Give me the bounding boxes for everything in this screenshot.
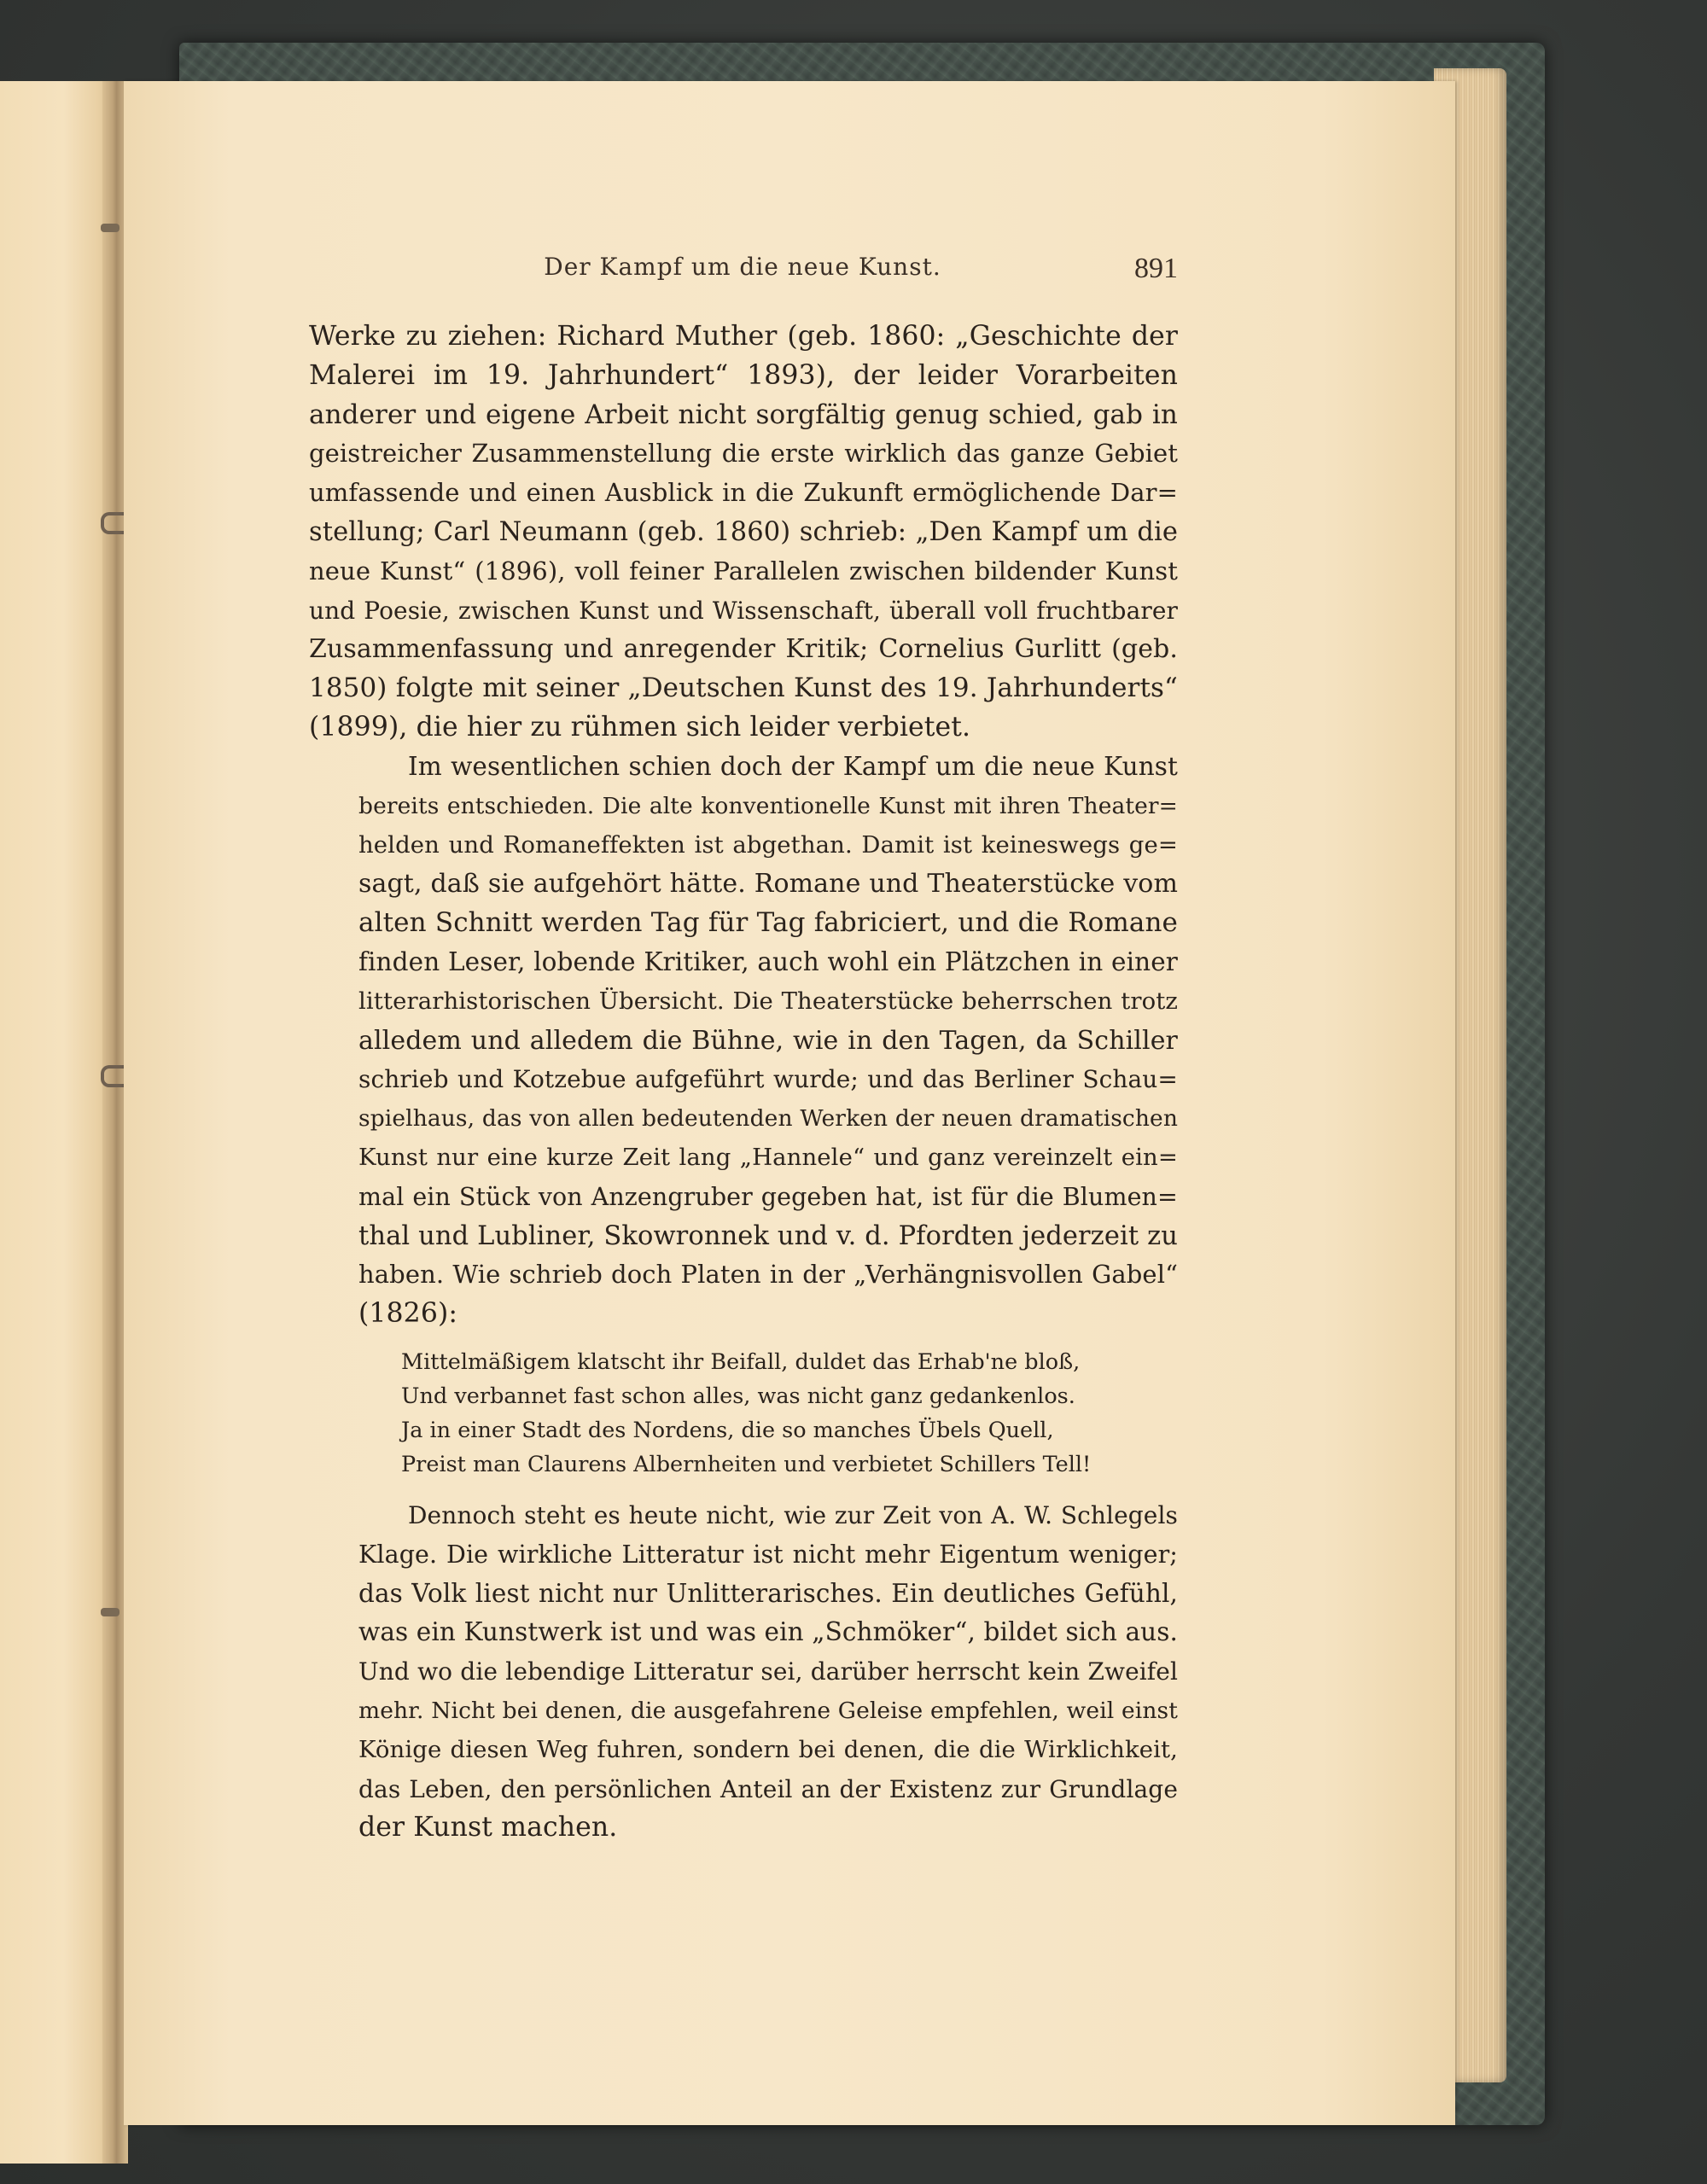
text-line: spielhaus, das von allen bedeutenden Werken der neuen dramatischen xyxy=(358,1105,1178,1133)
text-line: Klage. Die wirkliche Litteratur ist nicht mehr Eigentum weniger; xyxy=(358,1540,1178,1569)
text-line: (1826): xyxy=(358,1298,458,1330)
verse-line: Und verbannet fast schon alles, was nicht ganz gedankenlos. xyxy=(401,1383,1075,1409)
text-line: thal und Lubliner, Skowronnek und v. d. Pfordten jederzeit zu xyxy=(358,1220,1178,1251)
text-line: Könige diesen Weg fuhren, sondern bei denen, die die Wirklichkeit, xyxy=(358,1735,1178,1763)
paragraph-1 xyxy=(309,317,1178,748)
text-line: haben. Wie schrieb doch Platen in der „Verhängnisvollen Gabel“ xyxy=(358,1260,1178,1290)
page-number: 891 xyxy=(1134,253,1178,284)
text-line: (1899), die hier zu rühmen sich leider verbietet. xyxy=(309,711,971,743)
text-line: Im wesentlichen schien doch der Kampf um die neue Kunst xyxy=(408,752,1178,781)
paragraph-3 xyxy=(309,1496,1178,1848)
text-line: 1850) folgte mit seiner „Deutschen Kunst des 19. Jahrhunderts“ xyxy=(309,673,1178,704)
running-head: Der Kampf um die neue Kunst. xyxy=(544,253,941,281)
text-line: litterarhistorischen Übersicht. Die Theaterstücke beherrschen trotz xyxy=(358,987,1178,1015)
text-line: Dennoch steht es heute nicht, wie zur Zeit von A. W. Schlegels xyxy=(408,1501,1178,1529)
text-line: der Kunst machen. xyxy=(358,1812,618,1843)
text-line: das Leben, den persönlichen Anteil an der Existenz zur Grundlage xyxy=(358,1774,1178,1803)
text-line: stellung; Carl Neumann (geb. 1860) schrieb: „Den Kampf um die xyxy=(309,516,1178,547)
verse-quote xyxy=(401,1345,1169,1482)
text-line: und Poesie, zwischen Kunst und Wissenschaft, überall voll fruchtbarer xyxy=(309,596,1178,625)
verse-line: Ja in einer Stadt des Nordens, die so manches Übels Quell, xyxy=(401,1418,1054,1443)
text-line: was ein Kunstwerk ist und was ein „Schmöker“, bildet sich aus. xyxy=(358,1617,1178,1647)
text-line: helden und Romaneffekten ist abgethan. Damit ist keineswegs ge= xyxy=(358,830,1178,859)
text-line: Kunst nur eine kurze Zeit lang „Hannele“ und ganz vereinzelt ein= xyxy=(358,1143,1178,1171)
text-line: alten Schnitt werden Tag für Tag fabriciert, und die Romane xyxy=(358,907,1178,939)
text-line: finden Leser, lobende Kritiker, auch wohl ein Plätzchen in einer xyxy=(358,946,1178,976)
text-line: mehr. Nicht bei denen, die ausgefahrene Geleise empfehlen, weil einst xyxy=(358,1697,1178,1724)
text-line: Und wo die lebendige Litteratur sei, darüber herrscht kein Zweifel xyxy=(358,1657,1178,1686)
text-line: sagt, daß sie aufgehört hätte. Romane und Theaterstücke vom xyxy=(358,869,1178,900)
text-line: das Volk liest nicht nur Unlitterarisches. Ein deutliches Gefühl, xyxy=(358,1578,1178,1608)
text-line: mal ein Stück von Anzengruber gegeben hat, ist für die Blumen= xyxy=(358,1182,1178,1211)
text-line: neue Kunst“ (1896), voll feiner Parallelen zwischen bildender Kunst xyxy=(309,556,1178,585)
paragraph-2 xyxy=(309,748,1178,1334)
text-line: umfassende und einen Ausblick in die Zukunft ermöglichende Dar= xyxy=(309,478,1178,508)
text-line: Zusammenfassung und anregender Kritik; Cornelius Gurlitt (geb. xyxy=(309,634,1178,665)
previous-page-edge xyxy=(0,81,115,2164)
text-line: geistreicher Zusammenstellung die erste wirklich das ganze Gebiet xyxy=(309,439,1178,469)
binding-stitch xyxy=(101,1608,119,1616)
verse-line: Mittelmäßigem klatscht ihr Beifall, duldet das Erhab'ne bloß, xyxy=(401,1349,1081,1375)
binding-stitch xyxy=(101,224,119,232)
text-line: anderer und eigene Arbeit nicht sorgfältig genug schied, gab in xyxy=(309,399,1178,430)
text-line: Malerei im 19. Jahrhundert“ 1893), der leider Vorarbeiten xyxy=(309,359,1178,391)
text-line: bereits entschieden. Die alte konventionelle Kunst mit ihren Theater= xyxy=(358,792,1178,819)
verse-line: Preist man Claurens Albernheiten und verbietet Schillers Tell! xyxy=(401,1452,1092,1477)
text-line: Werke zu ziehen: Richard Muther (geb. 1860: „Geschichte der xyxy=(309,321,1178,352)
text-line: alledem und alledem die Bühne, wie in den Tagen, da Schiller xyxy=(358,1025,1178,1056)
text-line: schrieb und Kotzebue aufgeführt wurde; und das Berliner Schau= xyxy=(358,1065,1178,1094)
